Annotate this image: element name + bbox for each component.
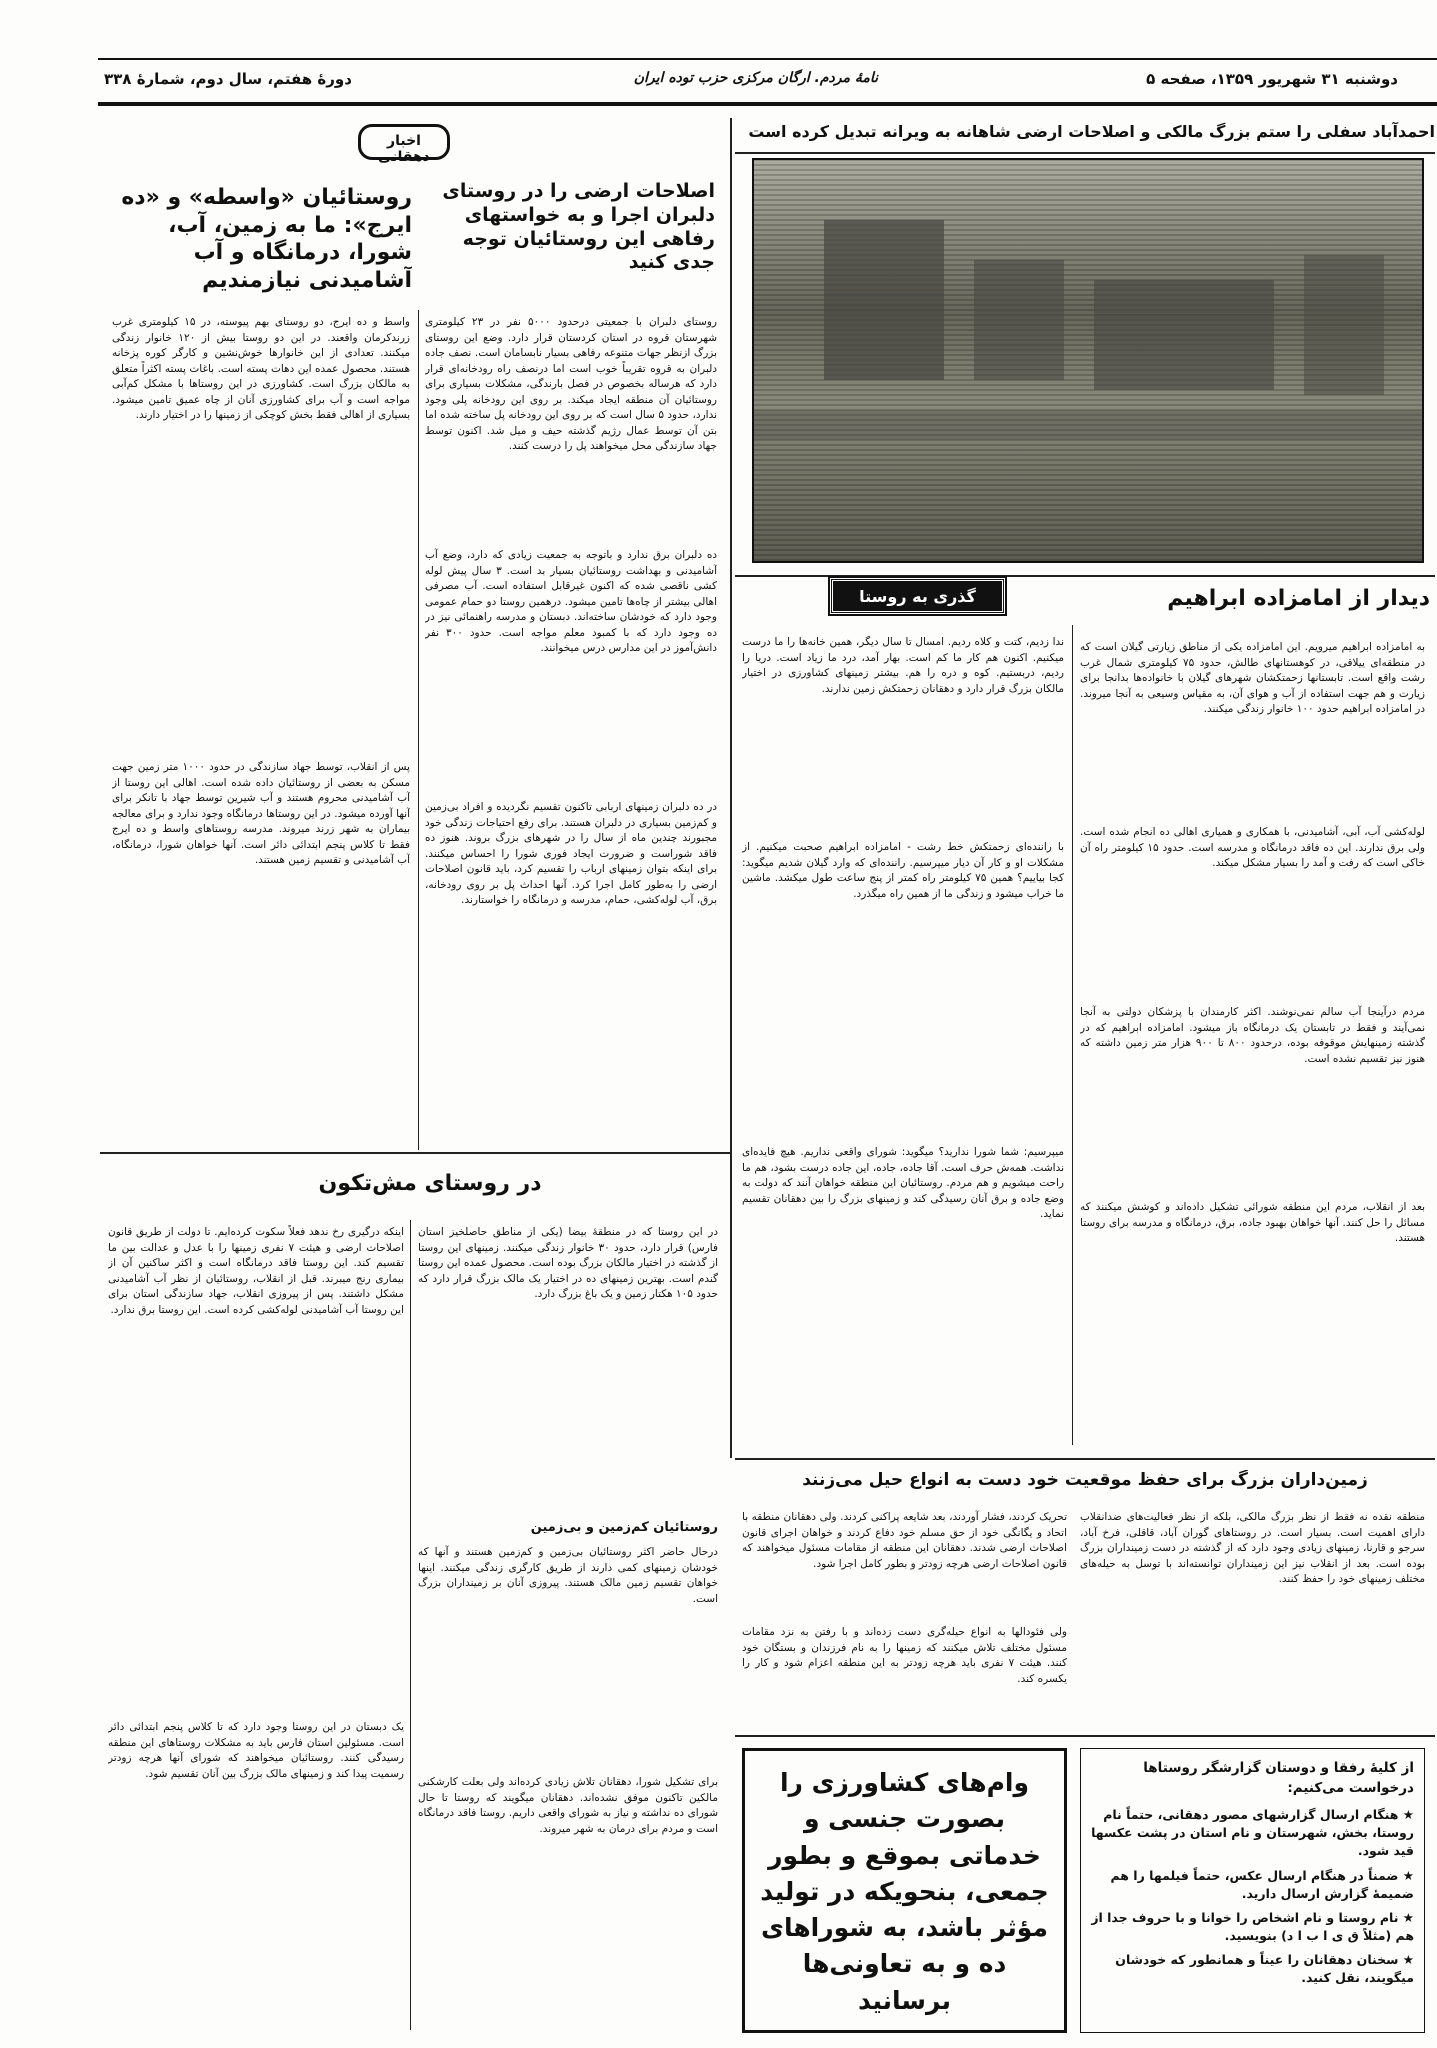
- tour-body-2: با راننده‌ای زحمتکش خط رشت - امامزاده ابراهیم صحبت میکنیم. از مشکلات او و کار آن دیار میپرسیم. راننده‌ای که وارد گیلان شدیم میگوید: کجا بیاییم؟ همین ۷۵ کیلومتر راه کمتر از پنج ساعت طول میکشد. ماشین ما خراب میشود و زندگی ما از همین راه میگذرد.: [742, 841, 1064, 900]
- village-tour-tag: [830, 578, 1005, 614]
- tour-body-1: ندا زدیم، کتت و کلاه ردیم. امسال تا سال دیگر، همین خانه‌ها را ما درست میکنیم. اکنون هم کار ما کم است. بهار آمد، درد ما زیاد است. دریا را ردیم، دربستیم. کوه و دره را هم. بیشتر زمینهای کشاورزی در اختیار مالکان بزرگ قرار دارد و دهقانان زحمتکش زمین ندارند.: [742, 636, 1064, 695]
- village-news-label: اخبار دهقانی: [378, 133, 430, 165]
- village-news-tag: [358, 124, 450, 165]
- ruin-wall: [974, 260, 1064, 380]
- landowners-headline: زمین‌داران بزرگ برای حفظ موقعیت خود دست به انواع حیل می‌زنند: [802, 1470, 1368, 1490]
- notice-item-text: سخنان دهقانان را عیناً و همانطور که خودشان میگویند، نقل کنید.: [1115, 1952, 1414, 1986]
- notice-item-text: هنگام ارسال گزارشهای مصور دهقانی، حتماً نام روستا، بخش، شهرستان و نام استان در پشت عکسها قید شود.: [1091, 1807, 1414, 1859]
- vaset-headline: روستائیان «واسطه» و «ده ایرج»: ما به زمین، آب، شورا، درمانگاه و آب آشامیدنی نیازمندیم: [121, 185, 412, 293]
- notice-item: ★ هنگام ارسال گزارشهای مصور دهقانی، حتماً نام روستا، بخش، شهرستان و نام استان در پشت عکسها قید شود.: [1091, 1807, 1414, 1859]
- edition-label: دورهٔ هفتم، سال دوم، شمارهٔ ۳۳۸: [104, 70, 352, 88]
- divider: [735, 152, 1435, 154]
- vaset-body-1: واسط و ده ایرج، دو روستای بهم پیوسته، در ۱۵ کیلومتری غرب زرندکرمان واقعند. در این دو روستا بیش از ۱۲۰ خانوار زندگی میکنند. تعدادی از این خانوارها خوش‌نشین و کارگر کوره پزخانه هستند. محصول عمده این دهات پسته است. باغات پسته اکثراً متعلق به مالکان بزرگ است. کشاورزی در این روستاها با مشکل کم‌آبی مواجه است و آب برای کشاورزی آنان از چاه عمیق تامین میشود. بسیاری از اهالی فقط بخش کوچکی از زمینها را در اختیار دارند.: [112, 316, 410, 422]
- mashtakun-body-3: برای تشکیل شورا، دهقانان تلاش زیادی کرده‌اند ولی بعلت کارشکنی مالکین تاکنون موفق نشده‌اند. دهقانان میگویند که روستا تا حال شورای ده نداشته و نیاز به شورای واقعی داریم. روستا فاقد درمانگاه است و مردم برای درمان به شهر میروند.: [418, 1776, 718, 1835]
- village-tour-label: گذری به روستا: [859, 587, 976, 606]
- vaset-body-2: پس از انقلاب، توسط جهاد سازندگی در حدود ۱۰۰۰ متر زمین جهت مسکن به بعضی از روستائیان داده شده است. اهالی این روستا از آب آشامیدنی محروم هستند و آب شیرین توسط جهاد با تانکر برای آنها آورده میشود. در این روستاها درمانگاه وجود ندارد و برای معالجه بیماران به شهر زرند میروند. مدرسه روستاهای واسط و ده ایرج فقط تا کلاس پنجم ابتدائی دائر است. آنها خواهان شورا، درمانگاه، آب آشامیدنی و تقسیم زمین هستند.: [112, 761, 410, 867]
- ruin-wall: [1304, 255, 1384, 395]
- notice-item: ★ نام روستا و نام اشخاص را خوانا و با حروف جدا از هم (مثلاً ق ی ا ب ا د) بنویسید.: [1091, 1909, 1414, 1943]
- masthead-bar: [98, 58, 1437, 106]
- slogan-text: وام‌های کشاورزی را بصورت جنسی و خدماتی بموقع و بطور جمعی، بنحویکه در تولید مؤثر باشد، به شوراهای ده و به تعاونی‌ها برسانید: [760, 1768, 1049, 2015]
- photo-caption: احمدآباد سفلی را ستم بزرگ مالکی و اصلاحات ارضی شاهانه به ویرانه تبدیل کرده است: [748, 122, 1435, 141]
- mashtakun-body-1: در این روستا که در منطقهٔ بیضا (یکی از مناطق حاصلخیز استان فارس) قرار دارد، حدود ۳۰ خانوار زندگی میکنند. زمینهای این روستا از گذشته در اختیار مالکان بزرگ بوده است. محصول عمده این روستا گندم است. بهترین زمینهای ده در اختیار یک مالک بزرگ قرار دارد که حدود ۱۰۵ هکتار زمین و یک باغ بزرگ دارد.: [418, 1226, 718, 1301]
- ground-shadow: [754, 410, 1424, 440]
- notice-item-text: نام روستا و نام اشخاص را خوانا و با حروف جدا از هم (مثلاً ق ی ا ب ا د) بنویسید.: [1091, 1909, 1414, 1943]
- divider: [735, 1735, 1435, 1737]
- divider: [735, 1458, 1435, 1460]
- notice-item: ★ ضمناً در هنگام ارسال عکس، حتماً فیلمها را هم ضمیمهٔ گزارش ارسال دارید.: [1110, 1867, 1414, 1901]
- delbaran-headline: اصلاحات ارضی را در روستای دلبران اجرا و به خواستهای رفاهی این روستائیان توجه جدی کنید: [442, 180, 715, 274]
- mashtakun-headline: در روستای مش‌تکون: [318, 1171, 542, 1196]
- landowners-body-3: ولی فئودالها به انواع حیله‌گری دست زده‌اند و با رفتن به نزد مقامات مسئول مختلف تلاش میکنند که زمینها را به نام فرزندان و بستگان خود کنند. هیئت ۷ نفری باید هرچه زودتر به این منطقه اعزام شود و کار را یکسره کند.: [742, 1626, 1067, 1685]
- column-divider: [418, 310, 419, 1150]
- ruin-wall: [824, 220, 944, 380]
- ruin-wall: [1094, 280, 1274, 390]
- notice-box: [1080, 1748, 1425, 2033]
- tour-body-3: میپرسیم: شما شورا ندارید؟ میگوید: شورای واقعی نداریم. هیچ فایده‌ای نداشت. همه‌ش حرف است. آقا جاده، جاده، این جاده درست بشود، هم ما راحت میشویم و هم مردم. روستائیان این منطقه خواهان آنند که دولت به وضع جاده و برق آنان رسیدگی کند و زمینهای بزرگ را بین دهقانان تقسیم نماید.: [742, 1146, 1064, 1221]
- imamzadeh-headline: دیدار از امامزاده ابراهیم: [1167, 586, 1430, 611]
- imamzadeh-body-3: مردم درآینجا آب سالم نمی‌نوشند. اکثر کارمندان با پزشکان دولتی به آنجا نمی‌آیند و فقط در تابستان یک درمانگاه باز میشود. امامزاده ابراهیم که در گذشته زمینهایش موقوفه بوده، درحدود ۸۰۰ تا ۹۰۰ هزار متر زمین داشته که هنوز نیز تقسیم نشده است.: [1080, 1006, 1425, 1065]
- column-divider: [1072, 625, 1073, 1445]
- slogan-box: [742, 1748, 1067, 2033]
- landowners-body-2: تحریک کردند، فشار آوردند، بعد شایعه پراکنی کردند. ولی دهقانان منطقه با اتحاد و یگانگی خود از حق مسلم خود دفاع کردند و خواهان اجرای قانون اصلاحات ارضی شدند. دهقانان این منطقه از مقامات مسئول میخواهند که قانون اصلاحات ارضی هرچه زودتر و بطور کامل اجرا شود.: [742, 1511, 1067, 1570]
- delbaran-body-2: ده دلبران برق ندارد و باتوجه به جمعیت زیادی که دارد، وضع آب آشامیدنی و بهداشت روستائیان بسیار بد است. ۳ سال پیش لوله کشی ناقصی شده که اکنون غیرقابل استفاده است. آب مصرفی اهالی بیشتر از چاه‌ها تامین میشود. درهمین روستا دو حمام عمومی وجود دارد که خودشان ساخته‌اند. دبستان و مدرسه راهنمائی نیز در ده وجود دارد که با کمبود معلم مواجه است. حدود ۳۰۰ نفر دانش‌آموز در این مدارس درس میخوانند.: [425, 549, 717, 655]
- imamzadeh-body-2: لوله‌کشی آب، آبی، آشامیدنی، با همکاری و همیاری اهالی ده انجام شده است. ولی برق ندارند. این ده فاقد درمانگاه و مدرسه است. حدود ۱۵ کیلومتر راه آن خاکی است که رفت و آمد را بسیار مشکل میکند.: [1080, 826, 1425, 870]
- notice-heading: از کلیهٔ رفقا و دوستان گزارشگر روستاها درخواست می‌کنیم:: [1143, 1760, 1414, 1796]
- notice-item: ★ سخنان دهقانان را عیناً و همانطور که خودشان میگویند، نقل کنید.: [1115, 1952, 1414, 1986]
- mashtakun-body-5: یک دبستان در این روستا وجود دارد که تا کلاس پنجم ابتدائی دائر است. مسئولین استان فارس باید به مشکلات روستاهای این منطقه رسیدگی کنند. روستائیان میخواهند که شورای آنها هرچه زودتر رسمیت پیدا کند و زمینهای مالک بزرگ بین آنان تقسیم شود.: [108, 1721, 404, 1780]
- imamzadeh-body-4: بعد از انقلاب، مردم این منطقه شورائی تشکیل داده‌اند و کوشش میکنند که مسائل را حل کنند. آنها خواهان بهبود جاده، برق، درمانگاه و مدرسه برای روستا هستند.: [1080, 1201, 1425, 1245]
- divider: [100, 1152, 730, 1154]
- column-divider: [730, 118, 732, 1458]
- mashtakun-subheading: روستائیان کم‌زمین و بی‌زمین: [530, 1520, 718, 1535]
- notice-item-text: ضمناً در هنگام ارسال عکس، حتماً فیلمها را هم ضمیمهٔ گزارش ارسال دارید.: [1110, 1867, 1414, 1901]
- delbaran-body-3: در ده دلبران زمینهای اربابی تاکنون تقسیم نگردیده و افراد بی‌زمین و کم‌زمین بسیاری در دلبران هستند. برای رفع احتیاجات زندگی خود مجبورند چندین ماه از سال را در شهرهای بزرگ بروند. هنوز ده فاقد شوراست و ضرورت ایجاد فوری شورا را احساس میکنند. برای اینکه بتوان زمینهای ارباب را تقسیم کرد، باید قانون اصلاحات ارضی را به‌طور کامل اجرا کرد. آنها احداث پل بر روی رودخانه، برق، آب لوله‌کشی، حمام، مدرسه و درمانگاه را خواستارند.: [425, 801, 717, 907]
- mashtakun-body-4: اینکه درگیری رخ ندهد فعلاً سکوت کرده‌ایم. تا دولت از طریق قانون اصلاحات ارضی و هیئت ۷ نفری زمینها را با عدل و عدالت بین ما تقسیم کند. این روستا فاقد درمانگاه است و اکثر ساکنین آن از بیماری رنج میبرند. قبل از انقلاب، روستائیان از نظر آب آشامیدنی مشکل داشتند. پس از پیروزی انقلاب، جهاد سازندگی استان برای این روستا آب آشامیدنی لوله‌کشی کرده است. این روستا برق ندارد.: [108, 1226, 404, 1316]
- date-page-label: دوشنبه ۳۱ شهریور ۱۳۵۹، صفحه ۵: [1146, 70, 1398, 88]
- paper-name-label: نامهٔ مردم. ارگان مرکزی حزب توده ایران: [633, 70, 878, 86]
- landowners-body-1: منطقه نقده نه فقط از نظر بزرگ مالکی، بلکه از نظر فعالیت‌های ضدانقلاب دارای اهمیت است. بسیار است. در روستاهای گوران آباد، قاقلی، فرخ آباد، سرجو و قارنا، زمینهای زیادی وجود دارد که از گذشته در دست زمینداران بزرگ بوده است. بعد از انقلاب نیز این زمینداران توانسته‌اند با توسل به حیله‌های مختلف زمینهای خود را حفظ کنند.: [1080, 1511, 1425, 1586]
- mashtakun-body-2: درحال حاضر اکثر روستائیان بی‌زمین و کم‌زمین هستند و آنها که خودشان زمینهای کمی دارند از طریق کارگری زندگی میکنند. اینها خواهان تقسیم زمین مالک هستند. پیروزی آنان بر زمینداران بزرگ است.: [418, 1546, 718, 1605]
- village-ruins-photo: [752, 158, 1424, 563]
- delbaran-body-1: روستای دلبران با جمعیتی درحدود ۵۰۰۰ نفر در ۲۳ کیلومتری شهرستان قروه در استان کردستان قرار دارد. وضع این روستای بزرگ ازنظر جهات متنوعه رفاهی بسیار نابسامان است. نصف جاده دلبران به قروه تقریباً خوب است اما درنصف راه رودخانه‌ای قرار دارد که هرساله بخصوص در فصل بارندگی، مشکلات بسیاری برای روستائیان آن منطقه ایجاد میکند. بر روی این رودخانه پلی وجود ندارد، حدود ۵ سال است که بر روی این رودخانه پل ساخته شده اما بتن آن توسط عمال رژیم گذشته حیف و میل شد. اکنون توسط جهاد سازندگی محل میخواهند پل را درست کنند.: [425, 316, 717, 453]
- column-divider: [410, 1220, 411, 2030]
- imamzadeh-body-1: به امامزاده ابراهیم میرویم. این امامزاده یکی از مناطق زیارتی گیلان است که در منطقه‌ای ییلاقی، در کوهستانهای طالش، حدود ۷۵ کیلومتری شمال غرب رشت واقع است. تابستانها زحمتکشان شهرهای گیلان با خانواده‌ها بدانجا برای زیارت و هم جهت استفاده از آب و هوای آن، به مقیاس وسیعی به آنجا میروند. در امامزاده ابراهیم حدود ۱۰۰ خانوار زندگی میکنند.: [1080, 641, 1425, 716]
